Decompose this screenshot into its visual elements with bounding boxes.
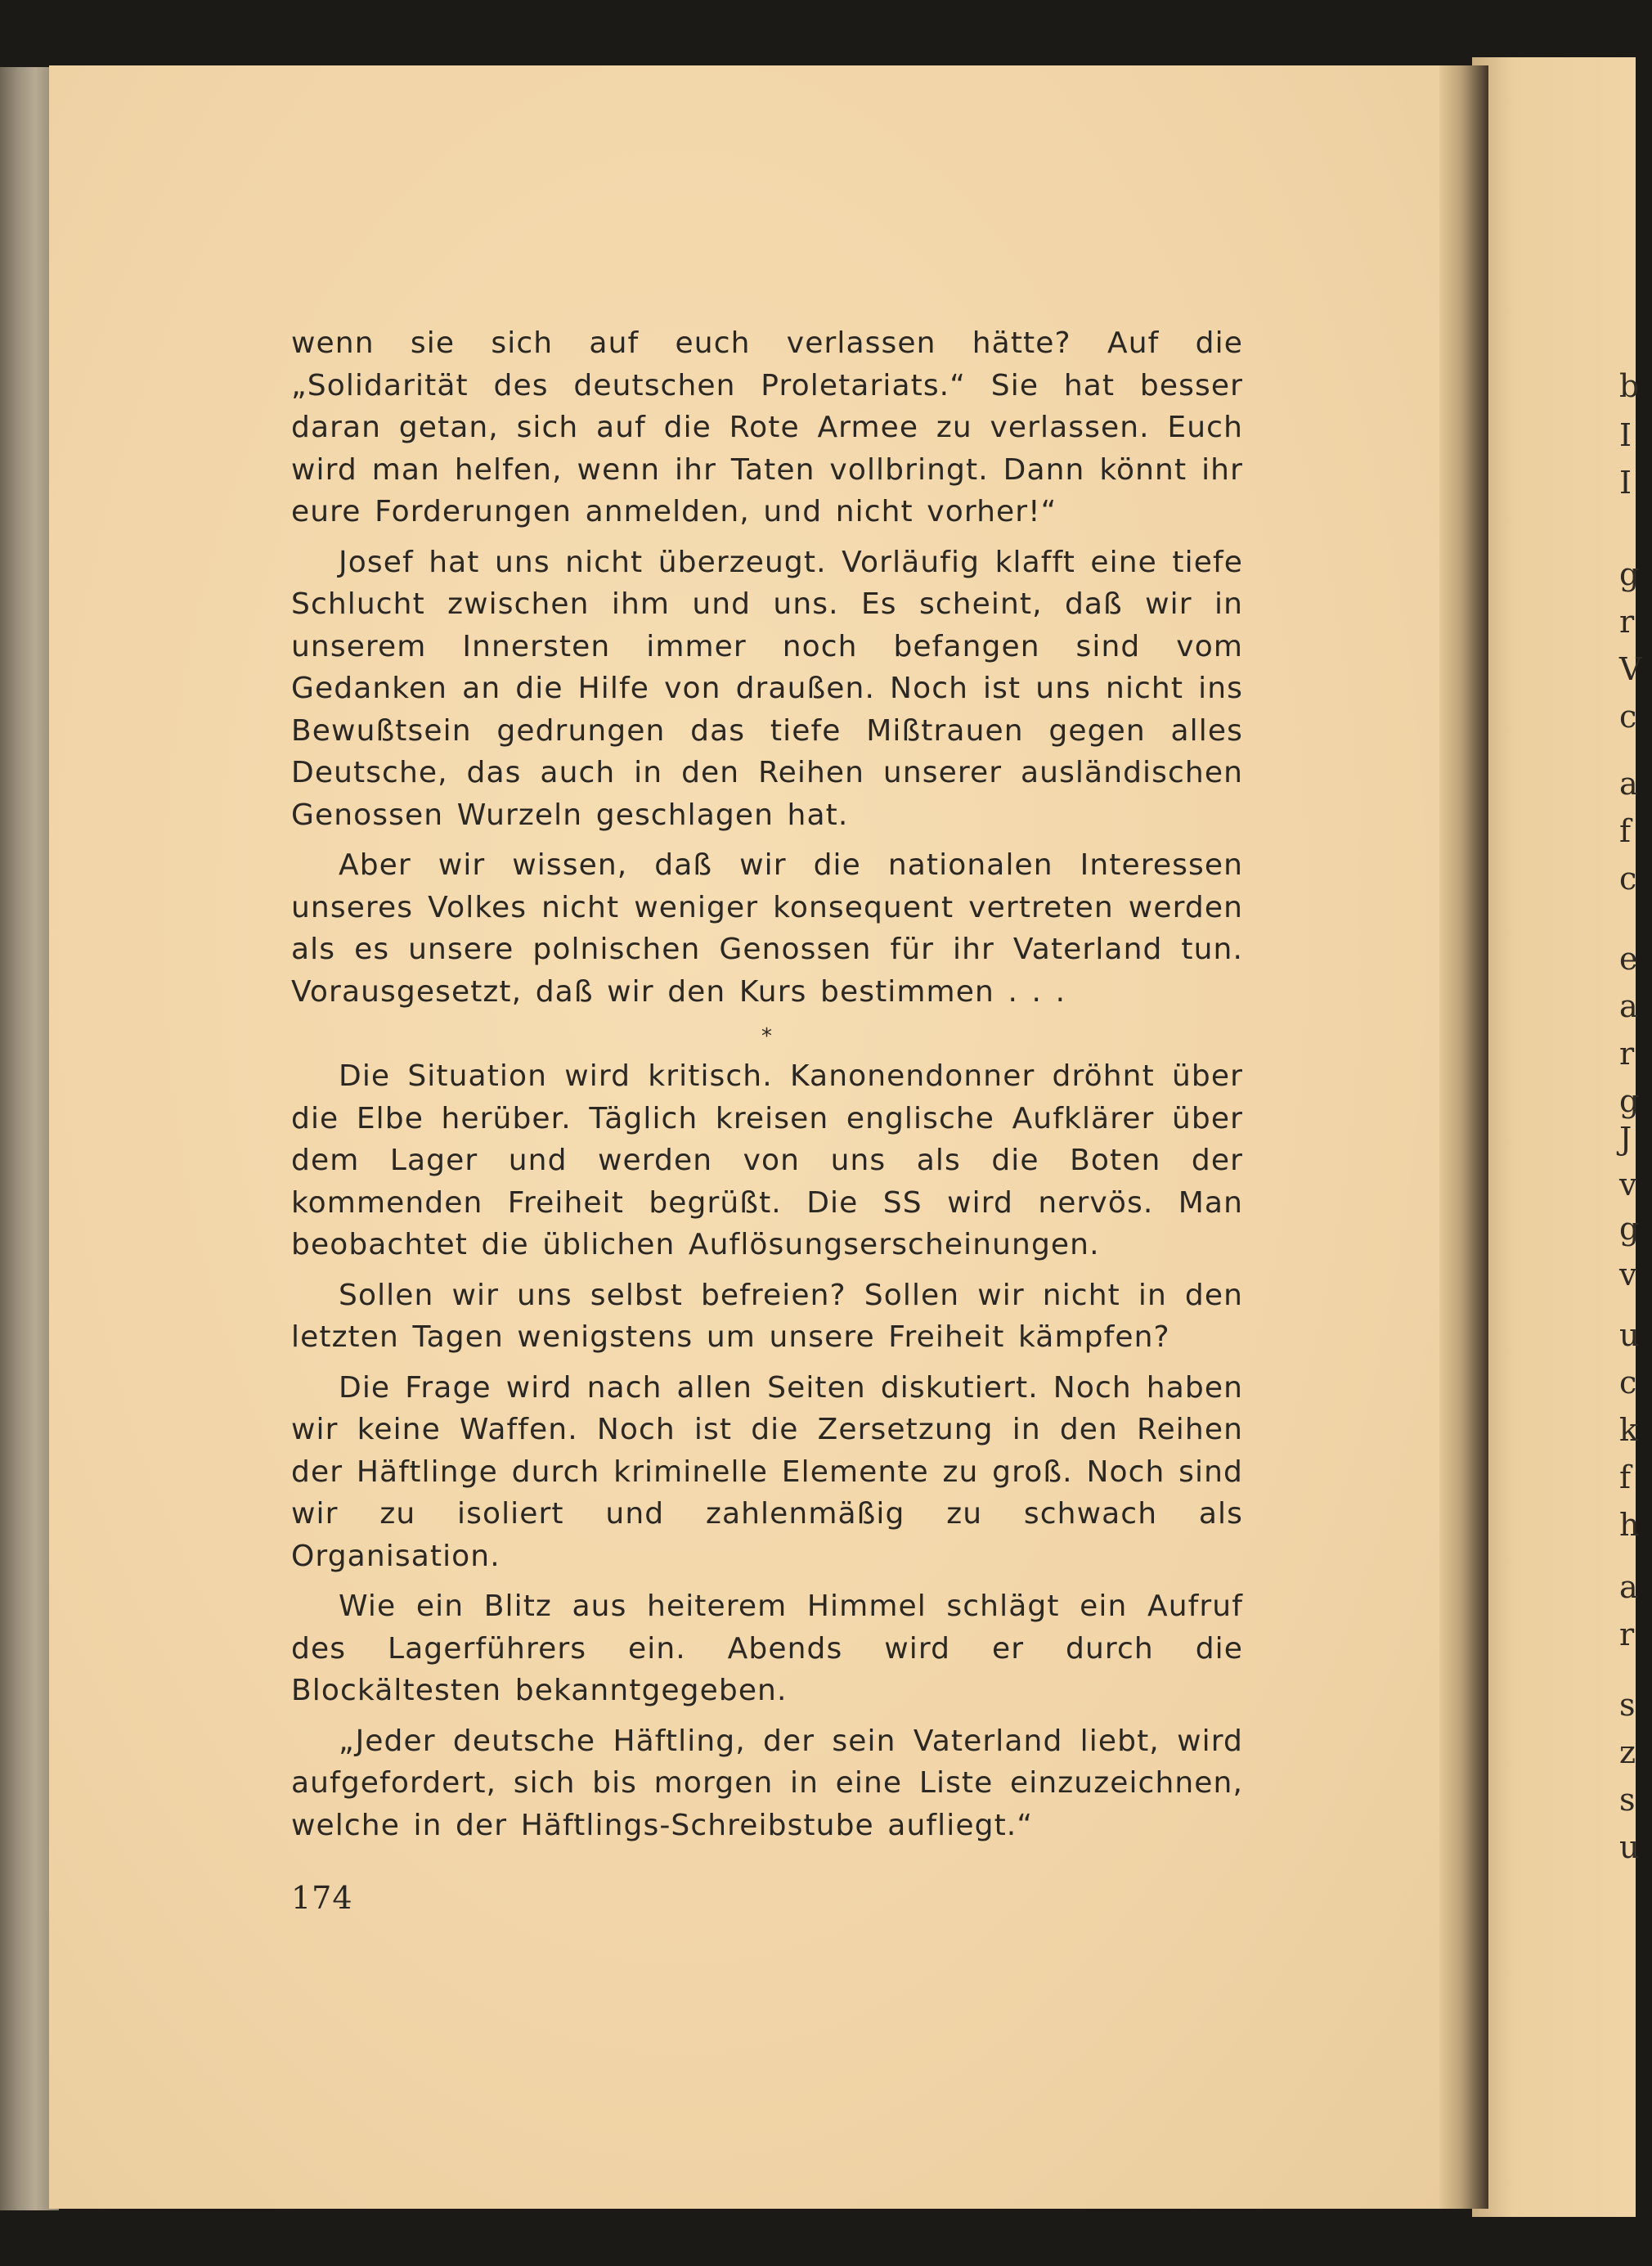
facing-letter: b xyxy=(1619,368,1640,404)
book-gutter xyxy=(1439,65,1488,2209)
facing-letter: u xyxy=(1619,1829,1640,1865)
paragraph: „Jeder deutsche Häftling, der sein Vaterland liebt, wird aufgefordert, sich bis morgen in eine Liste einzuzeichnen, welche in der Häftlings-Schreibstube aufliegt.“ xyxy=(291,1724,1243,1842)
paragraph: Sollen wir uns selbst befreien? Sollen wir nicht in den letzten Tagen wenigstens um unsere Freiheit kämpfen? xyxy=(291,1278,1243,1354)
facing-letter: k xyxy=(1619,1412,1639,1448)
paragraph: Die Situation wird kritisch. Kanonendonner dröhnt über die Elbe herüber. Täglich kreisen englische Aufklärer über dem Lager und werden von uns als die Boten der kommenden Freiheit begrüßt. Die SS wird nervös. Man beobachtet die üblichen Auflösungserscheinungen. xyxy=(291,1059,1243,1261)
facing-letter: g xyxy=(1619,1083,1640,1119)
facing-letter: V xyxy=(1619,651,1642,687)
facing-letter: f xyxy=(1619,1459,1632,1495)
facing-letter: a xyxy=(1619,988,1638,1024)
facing-letter: v xyxy=(1619,1167,1637,1203)
facing-letter: a xyxy=(1619,766,1638,802)
facing-letter: u xyxy=(1619,1317,1640,1353)
paragraph: Josef hat uns nicht überzeugt. Vorläufig klafft eine tiefe Schlucht zwischen ihm und uns. Es scheint, daß wir in unserem Innersten immer noch befangen sind vom Gedanken an die Hilfe von draußen. Noch ist uns nicht ins Bewußtsein gedrungen das tiefe Mißtrauen gegen alles Deutsche, das auch in den Reihen unserer ausländischen Genossen Wurzeln geschlagen hat. xyxy=(291,545,1243,832)
facing-letter: c xyxy=(1619,861,1637,897)
facing-letter: z xyxy=(1619,1734,1636,1770)
facing-page xyxy=(1472,57,1639,2217)
facing-letter: s xyxy=(1619,1687,1636,1723)
paragraph: Die Frage wird nach allen Seiten diskutiert. Noch haben wir keine Waffen. Noch ist die Zersetzung in den Reihen der Häftlinge durch kriminelle Elemente zu groß. Noch sind wir zu isoliert und zahlenmäßig zu schwach als Organisation. xyxy=(291,1370,1243,1573)
facing-letter: r xyxy=(1619,1036,1635,1072)
facing-letter: g xyxy=(1619,1211,1640,1247)
facing-letter: I xyxy=(1619,417,1632,453)
body-text xyxy=(291,322,1243,1855)
facing-letter: f xyxy=(1619,813,1632,849)
facing-letter: r xyxy=(1619,604,1635,640)
section-separator: * xyxy=(761,1024,774,1049)
facing-letter: v xyxy=(1619,1257,1637,1293)
facing-letter: J xyxy=(1619,1121,1632,1157)
facing-letter: s xyxy=(1619,1782,1636,1818)
paragraph: Wie ein Blitz aus heiterem Himmel schlägt ein Aufruf des Lagerführers ein. Abends wird er durch die Blockältesten bekanntgegeben. xyxy=(291,1589,1243,1707)
paragraph: Aber wir wissen, daß wir die nationalen Interessen unseres Volkes nicht weniger konsequent vertreten werden als es unsere polnischen Genossen für ihr Vaterland tun. Vorausgesetzt, daß wir den Kurs bestimmen . . . xyxy=(291,848,1243,1009)
paragraph: wenn sie sich auf euch verlassen hätte? Auf die „Solidarität des deutschen Proletariats.“ Sie hat besser daran getan, sich auf die Rote Armee zu verlassen. Euch wird man helfen, wenn ihr Taten vollbringt. Dann könnt ihr eure Forderungen anmelden, und nicht vorher!“ xyxy=(291,326,1243,528)
facing-letter: r xyxy=(1619,1616,1635,1652)
page-number: 174 xyxy=(291,1880,353,1916)
facing-letter: a xyxy=(1619,1569,1638,1605)
facing-letter: h xyxy=(1619,1507,1640,1543)
facing-letter: e xyxy=(1619,941,1638,977)
facing-letter: c xyxy=(1619,699,1637,735)
facing-letter: c xyxy=(1619,1365,1637,1401)
facing-letter: I xyxy=(1619,465,1632,501)
facing-letter: g xyxy=(1619,556,1640,592)
